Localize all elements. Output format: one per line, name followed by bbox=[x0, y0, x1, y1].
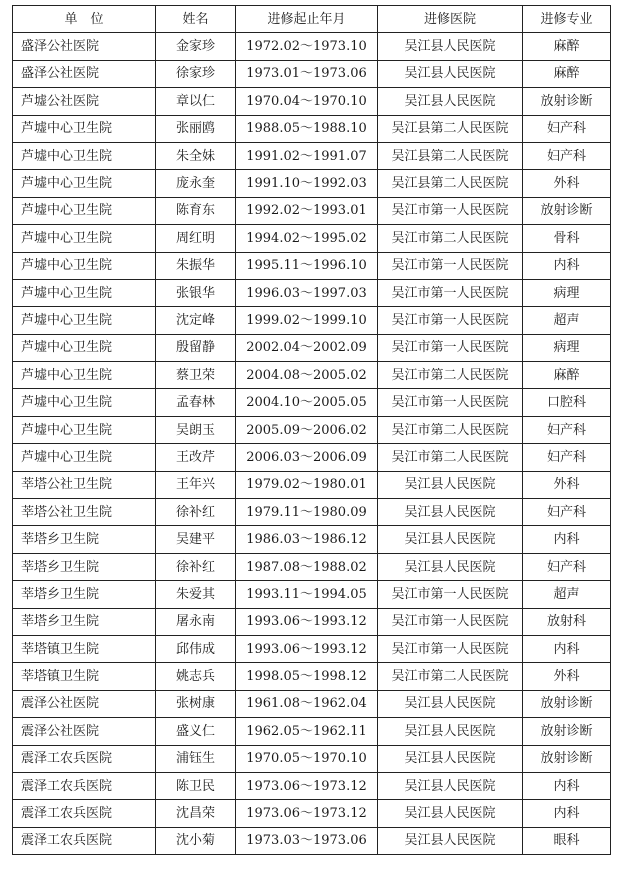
table-row bbox=[13, 581, 611, 608]
cell-hospital: 吴江市第二人民医院 bbox=[378, 416, 523, 443]
cell-hospital: 吴江县人民医院 bbox=[378, 827, 523, 854]
cell-unit: 莘塔公社卫生院 bbox=[13, 499, 156, 526]
table-row bbox=[13, 334, 611, 361]
table-row bbox=[13, 553, 611, 580]
cell-name: 张树康 bbox=[156, 690, 236, 717]
document-page bbox=[12, 5, 610, 855]
cell-specialty: 内科 bbox=[523, 800, 611, 827]
training-records-table bbox=[12, 5, 611, 855]
cell-period: 1992.02～1993.01 bbox=[236, 197, 378, 224]
cell-hospital: 吴江市第二人民医院 bbox=[378, 663, 523, 690]
cell-period: 2004.10～2005.05 bbox=[236, 389, 378, 416]
cell-name: 王改芹 bbox=[156, 444, 236, 471]
cell-name: 孟春林 bbox=[156, 389, 236, 416]
table-row bbox=[13, 279, 611, 306]
cell-specialty: 妇产科 bbox=[523, 115, 611, 142]
cell-hospital: 吴江县人民医院 bbox=[378, 88, 523, 115]
cell-specialty: 妇产科 bbox=[523, 416, 611, 443]
header-hospital: 进修医院 bbox=[378, 6, 523, 33]
cell-name: 姚志兵 bbox=[156, 663, 236, 690]
cell-period: 1999.02～1999.10 bbox=[236, 307, 378, 334]
cell-unit: 芦墟中心卫生院 bbox=[13, 416, 156, 443]
cell-unit: 芦墟中心卫生院 bbox=[13, 252, 156, 279]
cell-name: 吴朗玉 bbox=[156, 416, 236, 443]
cell-unit: 芦墟中心卫生院 bbox=[13, 444, 156, 471]
cell-period: 1996.03～1997.03 bbox=[236, 279, 378, 306]
cell-name: 邱伟成 bbox=[156, 635, 236, 662]
cell-name: 陈育东 bbox=[156, 197, 236, 224]
cell-name: 屠永南 bbox=[156, 608, 236, 635]
cell-specialty: 内科 bbox=[523, 772, 611, 799]
cell-hospital: 吴江县第二人民医院 bbox=[378, 170, 523, 197]
table-row bbox=[13, 745, 611, 772]
cell-period: 1973.06～1973.12 bbox=[236, 800, 378, 827]
cell-name: 蔡卫荣 bbox=[156, 362, 236, 389]
cell-unit: 莘塔乡卫生院 bbox=[13, 526, 156, 553]
cell-specialty: 麻醉 bbox=[523, 33, 611, 60]
cell-specialty: 外科 bbox=[523, 170, 611, 197]
cell-name: 金家珍 bbox=[156, 33, 236, 60]
cell-specialty: 病理 bbox=[523, 279, 611, 306]
cell-period: 1988.05～1988.10 bbox=[236, 115, 378, 142]
table-row bbox=[13, 33, 611, 60]
cell-hospital: 吴江县人民医院 bbox=[378, 553, 523, 580]
table-row bbox=[13, 142, 611, 169]
cell-hospital: 吴江县人民医院 bbox=[378, 471, 523, 498]
cell-period: 1970.04～1970.10 bbox=[236, 88, 378, 115]
cell-name: 朱振华 bbox=[156, 252, 236, 279]
cell-unit: 莘塔镇卫生院 bbox=[13, 635, 156, 662]
cell-period: 1993.06～1993.12 bbox=[236, 608, 378, 635]
cell-unit: 芦墟中心卫生院 bbox=[13, 334, 156, 361]
cell-unit: 芦墟中心卫生院 bbox=[13, 307, 156, 334]
cell-hospital: 吴江县人民医院 bbox=[378, 499, 523, 526]
cell-period: 1961.08～1962.04 bbox=[236, 690, 378, 717]
cell-specialty: 外科 bbox=[523, 471, 611, 498]
cell-unit: 震泽公社医院 bbox=[13, 690, 156, 717]
table-row bbox=[13, 115, 611, 142]
cell-hospital: 吴江市第二人民医院 bbox=[378, 362, 523, 389]
table-row bbox=[13, 608, 611, 635]
cell-hospital: 吴江市第一人民医院 bbox=[378, 307, 523, 334]
cell-hospital: 吴江市第一人民医院 bbox=[378, 389, 523, 416]
cell-hospital: 吴江市第一人民医院 bbox=[378, 608, 523, 635]
cell-unit: 芦墟中心卫生院 bbox=[13, 197, 156, 224]
cell-hospital: 吴江市第二人民医院 bbox=[378, 225, 523, 252]
cell-unit: 震泽工农兵医院 bbox=[13, 800, 156, 827]
cell-hospital: 吴江县人民医院 bbox=[378, 60, 523, 87]
cell-name: 徐补红 bbox=[156, 553, 236, 580]
cell-specialty: 外科 bbox=[523, 663, 611, 690]
cell-name: 朱爱其 bbox=[156, 581, 236, 608]
table-header bbox=[13, 6, 611, 33]
table-row bbox=[13, 690, 611, 717]
cell-name: 徐家珍 bbox=[156, 60, 236, 87]
header-name: 姓名 bbox=[156, 6, 236, 33]
cell-name: 沈昌荣 bbox=[156, 800, 236, 827]
cell-hospital: 吴江县第二人民医院 bbox=[378, 142, 523, 169]
cell-unit: 芦墟中心卫生院 bbox=[13, 279, 156, 306]
cell-specialty: 妇产科 bbox=[523, 499, 611, 526]
cell-hospital: 吴江市第一人民医院 bbox=[378, 334, 523, 361]
cell-specialty: 放射诊断 bbox=[523, 718, 611, 745]
table-row bbox=[13, 718, 611, 745]
cell-hospital: 吴江市第一人民医院 bbox=[378, 252, 523, 279]
cell-hospital: 吴江市第一人民医院 bbox=[378, 581, 523, 608]
table-row bbox=[13, 362, 611, 389]
cell-unit: 震泽工农兵医院 bbox=[13, 827, 156, 854]
cell-hospital: 吴江县人民医院 bbox=[378, 690, 523, 717]
cell-unit: 芦墟中心卫生院 bbox=[13, 225, 156, 252]
cell-unit: 震泽公社医院 bbox=[13, 718, 156, 745]
cell-specialty: 妇产科 bbox=[523, 142, 611, 169]
cell-period: 1973.06～1973.12 bbox=[236, 772, 378, 799]
table-row bbox=[13, 526, 611, 553]
cell-specialty: 放射诊断 bbox=[523, 197, 611, 224]
cell-hospital: 吴江市第一人民医院 bbox=[378, 197, 523, 224]
cell-specialty: 妇产科 bbox=[523, 444, 611, 471]
table-row bbox=[13, 416, 611, 443]
cell-period: 1994.02～1995.02 bbox=[236, 225, 378, 252]
cell-name: 浦钰生 bbox=[156, 745, 236, 772]
header-specialty: 进修专业 bbox=[523, 6, 611, 33]
cell-specialty: 眼科 bbox=[523, 827, 611, 854]
cell-unit: 盛泽公社医院 bbox=[13, 60, 156, 87]
cell-period: 1973.01～1973.06 bbox=[236, 60, 378, 87]
cell-period: 1962.05～1962.11 bbox=[236, 718, 378, 745]
table-body bbox=[13, 33, 611, 855]
cell-specialty: 放射诊断 bbox=[523, 745, 611, 772]
cell-unit: 芦墟公社医院 bbox=[13, 88, 156, 115]
cell-name: 章以仁 bbox=[156, 88, 236, 115]
cell-period: 1987.08～1988.02 bbox=[236, 553, 378, 580]
cell-period: 1993.11～1994.05 bbox=[236, 581, 378, 608]
cell-specialty: 内科 bbox=[523, 635, 611, 662]
cell-name: 徐补红 bbox=[156, 499, 236, 526]
cell-hospital: 吴江市第一人民医院 bbox=[378, 635, 523, 662]
cell-specialty: 病理 bbox=[523, 334, 611, 361]
cell-hospital: 吴江县人民医院 bbox=[378, 526, 523, 553]
cell-specialty: 内科 bbox=[523, 526, 611, 553]
cell-period: 1970.05～1970.10 bbox=[236, 745, 378, 772]
table-row bbox=[13, 389, 611, 416]
table-row bbox=[13, 88, 611, 115]
cell-unit: 震泽工农兵医院 bbox=[13, 745, 156, 772]
cell-hospital: 吴江县人民医院 bbox=[378, 800, 523, 827]
table-row bbox=[13, 170, 611, 197]
header-unit: 单 位 bbox=[13, 6, 156, 33]
cell-name: 庞永奎 bbox=[156, 170, 236, 197]
header-row bbox=[13, 6, 611, 33]
cell-name: 吴建平 bbox=[156, 526, 236, 553]
cell-unit: 盛泽公社医院 bbox=[13, 33, 156, 60]
table-row bbox=[13, 471, 611, 498]
cell-hospital: 吴江县人民医院 bbox=[378, 772, 523, 799]
cell-unit: 莘塔乡卫生院 bbox=[13, 581, 156, 608]
cell-hospital: 吴江市第二人民医院 bbox=[378, 444, 523, 471]
cell-unit: 莘塔镇卫生院 bbox=[13, 663, 156, 690]
cell-specialty: 内科 bbox=[523, 252, 611, 279]
table-row bbox=[13, 197, 611, 224]
table-row bbox=[13, 252, 611, 279]
cell-name: 殷留静 bbox=[156, 334, 236, 361]
cell-period: 2005.09～2006.02 bbox=[236, 416, 378, 443]
cell-period: 1973.03～1973.06 bbox=[236, 827, 378, 854]
cell-period: 1991.10～1992.03 bbox=[236, 170, 378, 197]
cell-specialty: 妇产科 bbox=[523, 553, 611, 580]
cell-period: 1979.11～1980.09 bbox=[236, 499, 378, 526]
table-row bbox=[13, 225, 611, 252]
cell-name: 沈定峰 bbox=[156, 307, 236, 334]
table-row bbox=[13, 663, 611, 690]
table-row bbox=[13, 827, 611, 854]
cell-specialty: 骨科 bbox=[523, 225, 611, 252]
cell-period: 1998.05～1998.12 bbox=[236, 663, 378, 690]
header-period: 进修起止年月 bbox=[236, 6, 378, 33]
cell-period: 2006.03～2006.09 bbox=[236, 444, 378, 471]
cell-specialty: 放射诊断 bbox=[523, 88, 611, 115]
table-row bbox=[13, 800, 611, 827]
cell-name: 陈卫民 bbox=[156, 772, 236, 799]
cell-specialty: 麻醉 bbox=[523, 60, 611, 87]
cell-hospital: 吴江县人民医院 bbox=[378, 33, 523, 60]
table-row bbox=[13, 60, 611, 87]
cell-name: 张丽鸥 bbox=[156, 115, 236, 142]
cell-specialty: 放射诊断 bbox=[523, 690, 611, 717]
cell-name: 周红明 bbox=[156, 225, 236, 252]
cell-unit: 莘塔公社卫生院 bbox=[13, 471, 156, 498]
table-row bbox=[13, 499, 611, 526]
cell-period: 1986.03～1986.12 bbox=[236, 526, 378, 553]
cell-unit: 震泽工农兵医院 bbox=[13, 772, 156, 799]
cell-name: 张银华 bbox=[156, 279, 236, 306]
cell-period: 1979.02～1980.01 bbox=[236, 471, 378, 498]
cell-hospital: 吴江县第二人民医院 bbox=[378, 115, 523, 142]
cell-unit: 芦墟中心卫生院 bbox=[13, 142, 156, 169]
cell-specialty: 麻醉 bbox=[523, 362, 611, 389]
table-row bbox=[13, 635, 611, 662]
cell-specialty: 超声 bbox=[523, 581, 611, 608]
cell-period: 1972.02～1973.10 bbox=[236, 33, 378, 60]
cell-specialty: 口腔科 bbox=[523, 389, 611, 416]
cell-unit: 芦墟中心卫生院 bbox=[13, 170, 156, 197]
cell-name: 盛义仁 bbox=[156, 718, 236, 745]
cell-unit: 莘塔乡卫生院 bbox=[13, 608, 156, 635]
cell-period: 2004.08～2005.02 bbox=[236, 362, 378, 389]
cell-specialty: 超声 bbox=[523, 307, 611, 334]
cell-name: 朱全妹 bbox=[156, 142, 236, 169]
cell-unit: 芦墟中心卫生院 bbox=[13, 362, 156, 389]
cell-name: 王年兴 bbox=[156, 471, 236, 498]
cell-unit: 芦墟中心卫生院 bbox=[13, 389, 156, 416]
cell-name: 沈小菊 bbox=[156, 827, 236, 854]
cell-period: 1995.11～1996.10 bbox=[236, 252, 378, 279]
cell-unit: 芦墟中心卫生院 bbox=[13, 115, 156, 142]
cell-hospital: 吴江市第一人民医院 bbox=[378, 279, 523, 306]
cell-hospital: 吴江县人民医院 bbox=[378, 745, 523, 772]
cell-unit: 莘塔乡卫生院 bbox=[13, 553, 156, 580]
cell-specialty: 放射科 bbox=[523, 608, 611, 635]
cell-period: 1991.02～1991.07 bbox=[236, 142, 378, 169]
cell-hospital: 吴江县人民医院 bbox=[378, 718, 523, 745]
cell-period: 1993.06～1993.12 bbox=[236, 635, 378, 662]
table-row bbox=[13, 444, 611, 471]
table-row bbox=[13, 307, 611, 334]
table-row bbox=[13, 772, 611, 799]
cell-period: 2002.04～2002.09 bbox=[236, 334, 378, 361]
